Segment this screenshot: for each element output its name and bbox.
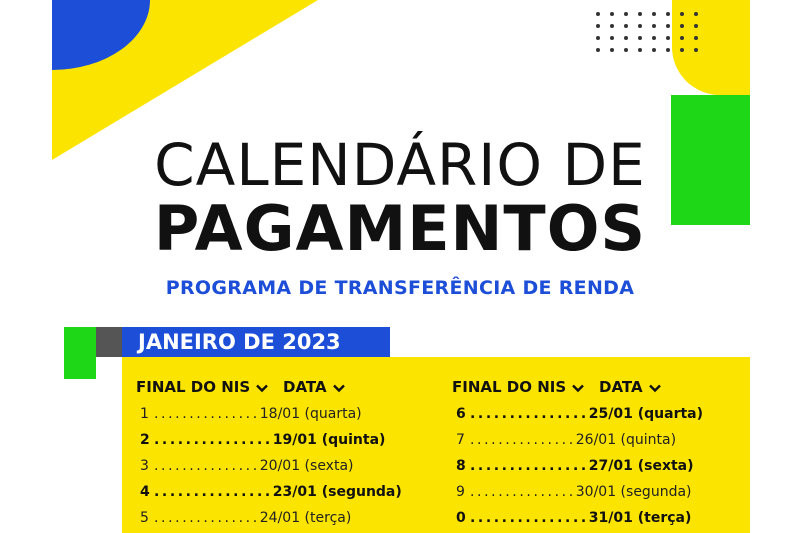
dot-leader: ...............: [470, 432, 576, 448]
nis-digit: 2: [140, 432, 150, 448]
subtitle: PROGRAMA DE TRANSFERÊNCIA DE RENDA: [165, 277, 635, 299]
table-row: [456, 402, 703, 426]
chevron-down-icon: [256, 379, 268, 397]
table-row: [456, 454, 694, 478]
payment-date: 19/01 (quinta): [272, 432, 386, 448]
dot-leader: ...............: [154, 484, 273, 500]
nis-digit: 1: [140, 406, 149, 422]
dot-leader: ...............: [154, 510, 260, 526]
table-row: [456, 428, 676, 452]
chevron-down-icon: [649, 379, 661, 397]
month-banner: JANEIRO DE 2023: [122, 327, 390, 357]
payment-date: 20/01 (sexta): [259, 458, 354, 474]
header-data-left: [283, 378, 345, 397]
table-row: [140, 428, 385, 452]
nis-digit: 9: [456, 484, 465, 500]
nis-digit: 4: [140, 484, 150, 500]
header-data-label: DATA: [283, 378, 327, 396]
payment-date: 23/01 (segunda): [272, 484, 402, 500]
table-row: [140, 454, 354, 478]
header-data-label: DATA: [599, 378, 643, 396]
table-row: [140, 480, 402, 504]
payment-date: 26/01 (quinta): [575, 432, 677, 448]
dot-leader: ...............: [470, 458, 589, 474]
nis-digit: 0: [456, 510, 466, 526]
nis-digit: 5: [140, 510, 149, 526]
header-final-nis-right: [452, 378, 584, 397]
payment-date: 27/01 (sexta): [588, 458, 694, 474]
table-row: [140, 506, 351, 530]
table-row: [456, 506, 691, 530]
title-line-1: CALENDÁRIO DE: [154, 131, 646, 199]
dot-leader: ...............: [154, 458, 260, 474]
payment-date: 25/01 (quarta): [588, 406, 704, 422]
dot-leader: ...............: [470, 406, 589, 422]
table-row: [140, 402, 362, 426]
header-final-nis-label: FINAL DO NIS: [452, 378, 567, 396]
dot-leader: ...............: [470, 510, 589, 526]
green-block-shape: [64, 327, 96, 379]
title-line-2: PAGAMENTOS: [153, 192, 647, 265]
payment-date: 18/01 (quarta): [259, 406, 362, 422]
nis-digit: 7: [456, 432, 465, 448]
dot-leader: ...............: [154, 406, 260, 422]
payment-date: 24/01 (terça): [259, 510, 352, 526]
payment-date: 31/01 (terça): [588, 510, 692, 526]
nis-digit: 8: [456, 458, 466, 474]
chevron-down-icon: [572, 379, 584, 397]
dot-leader: ...............: [154, 432, 273, 448]
nis-digit: 3: [140, 458, 149, 474]
table-row: [456, 480, 692, 504]
header-final-nis-label: FINAL DO NIS: [136, 378, 251, 396]
nis-digit: 6: [456, 406, 466, 422]
chevron-down-icon: [333, 379, 345, 397]
gray-block-shape: [96, 327, 122, 357]
payment-date: 30/01 (segunda): [575, 484, 692, 500]
dot-leader: ...............: [470, 484, 576, 500]
header-final-nis-left: [136, 378, 268, 397]
header-data-right: [599, 378, 661, 397]
